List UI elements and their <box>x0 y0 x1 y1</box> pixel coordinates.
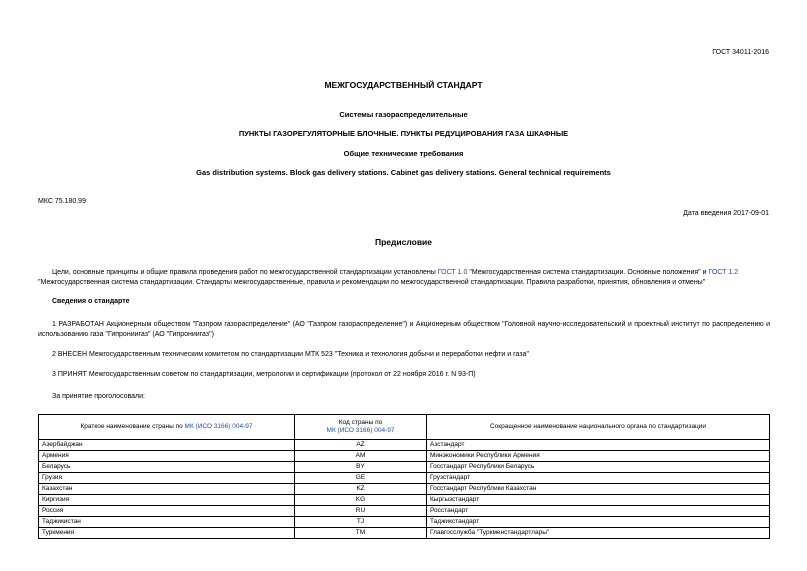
title-en: Gas distribution systems. Block gas delivery stations. Cabinet gas delivery stations. General technical requirements <box>196 168 611 177</box>
title-ru-line-2: ПУНКТЫ ГАЗОРЕГУЛЯТОРНЫЕ БЛОЧНЫЕ. ПУНКТЫ РЕДУЦИРОВАНИЯ ГАЗА ШКАФНЫЕ <box>238 129 569 138</box>
gost-1-2-link[interactable]: ГОСТ 1.2 <box>708 269 739 276</box>
table-row <box>39 440 770 451</box>
cell-body: Таджикстандарт <box>427 517 770 528</box>
voting-countries-table <box>38 414 770 539</box>
cell-country: Грузия <box>39 473 295 484</box>
cell-code: KG <box>295 495 427 506</box>
cell-country: Туркмения <box>39 528 295 539</box>
table-header-row <box>39 415 770 440</box>
table-row <box>39 451 770 462</box>
cell-code: AM <box>295 451 427 462</box>
title-ru-line-1: Системы газораспределительные <box>339 110 468 119</box>
cell-code: BY <box>295 462 427 473</box>
mks-code: МКС 75.180.99 <box>38 198 86 205</box>
item-3-adopted: 3 ПРИНЯТ Межгосударственным советом по стандартизации, метрологии и сертификации (протокол от 22 ноября 2016 г. N 93-П) <box>52 371 476 378</box>
table-row <box>39 473 770 484</box>
foreword-text-b: "Межгосударственная система стандартизации. Основные положения" и <box>467 269 709 276</box>
title-ru-line-3: Общие технические требования <box>343 149 464 158</box>
introduction-date: Дата введения 2017-09-01 <box>683 210 769 217</box>
cell-body: Госстандарт Республики Казахстан <box>427 484 770 495</box>
table-row <box>39 506 770 517</box>
cell-body: Азстандарт <box>427 440 770 451</box>
cell-body: Главгосслужба "Туркменстандартлары" <box>427 528 770 539</box>
table-row <box>39 462 770 473</box>
foreword-paragraph <box>38 268 770 288</box>
column-header-country: Краткое наименование страны по МК (ИСО 3166) 004-97 <box>39 415 295 440</box>
cell-country: Армения <box>39 451 295 462</box>
cell-country: Таджикистан <box>39 517 295 528</box>
cell-body: Госстандарт Республики Беларусь <box>427 462 770 473</box>
cell-body: Кыргызстандарт <box>427 495 770 506</box>
foreword-text-c: "Межгосударственная система стандартизации. Стандарты межгосударственные, правила и рекомендации по межгосударственной стандартизации. Правила разработки, принятия, обновления и отмены" <box>38 279 706 286</box>
cell-code: RU <box>295 506 427 517</box>
mk-iso-link-country[interactable]: МК (ИСО 3166) 004-97 <box>184 423 253 430</box>
document-heading: МЕЖГОСУДАРСТВЕННЫЙ СТАНДАРТ <box>324 80 483 90</box>
cell-code: TJ <box>295 517 427 528</box>
foreword-text-a: Цели, основные принципы и общие правила проведения работ по межгосударственной стандартизации установлены <box>52 269 438 276</box>
table-row <box>39 495 770 506</box>
mk-iso-link-code[interactable]: МК (ИСО 3166) 004-97 <box>326 427 395 434</box>
cell-code: GE <box>295 473 427 484</box>
cell-code: AZ <box>295 440 427 451</box>
table-row <box>39 528 770 539</box>
foreword-title: Предисловие <box>374 237 433 247</box>
cell-code: TM <box>295 528 427 539</box>
cell-code: KZ <box>295 484 427 495</box>
column-header-code: Код страны по МК (ИСО 3166) 004-97 <box>295 415 427 440</box>
voted-label: За принятие проголосовали: <box>52 393 145 400</box>
gost-1-0-link[interactable]: ГОСТ 1.0 <box>437 269 468 276</box>
item-1-developed: 1 РАЗРАБОТАН Акционерным обществом "Газпром газораспределение" (АО "Газпром газораспределение") и Акционерным обществом "Головной научно-исследовательский и проектный институт по распределению и использованию газа "Гипрониигаз" (АО "Гипрониигаз") <box>38 321 770 338</box>
column-header-body: Сокращенное наименование национального органа по стандартизации <box>427 415 770 440</box>
cell-country: Азербайджан <box>39 440 295 451</box>
document-code: ГОСТ 34011-2016 <box>712 49 769 56</box>
cell-body: Росстандарт <box>427 506 770 517</box>
table-row <box>39 484 770 495</box>
cell-country: Россия <box>39 506 295 517</box>
cell-country: Беларусь <box>39 462 295 473</box>
cell-body: Грузстандарт <box>427 473 770 484</box>
standard-info-title: Сведения о стандарте <box>52 298 130 305</box>
table-row <box>39 517 770 528</box>
cell-body: Минэкономики Республики Армения <box>427 451 770 462</box>
cell-country: Киргизия <box>39 495 295 506</box>
item-2-submitted: 2 ВНЕСЕН Межгосударственным техническим комитетом по стандартизации МТК 523 "Техника и технология добычи и переработки нефти и газа" <box>52 351 529 358</box>
cell-country: Казахстан <box>39 484 295 495</box>
